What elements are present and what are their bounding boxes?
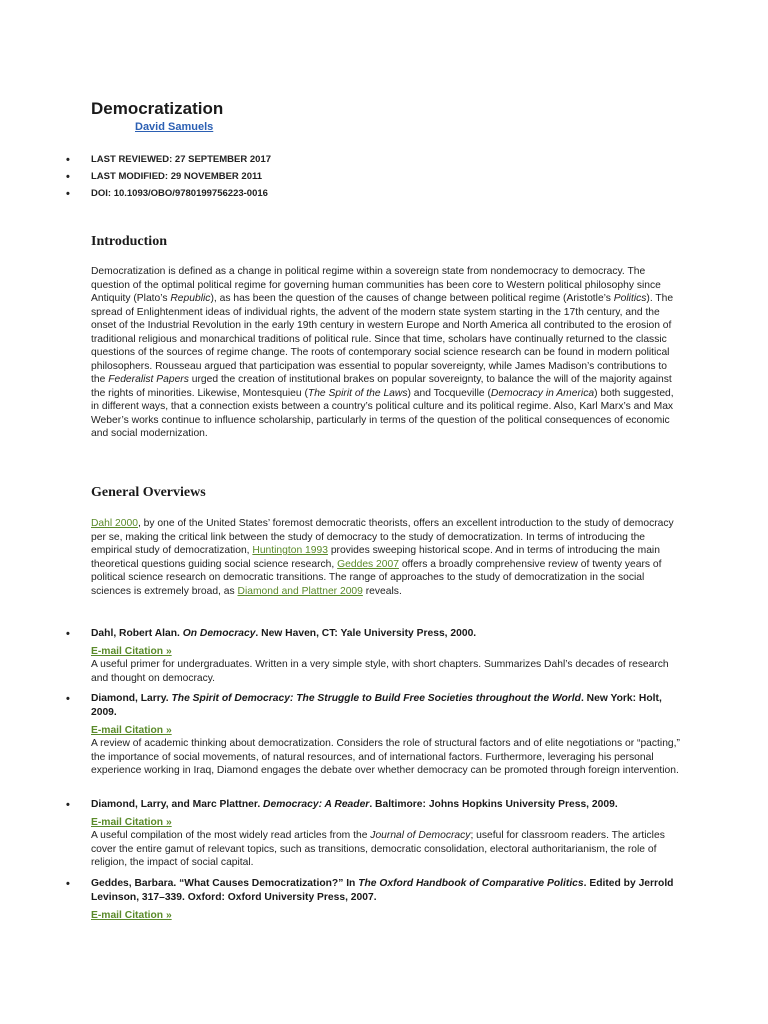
- introduction-paragraph: [91, 265, 679, 441]
- meta-last-modified: • LAST MODIFIED: 29 NOVEMBER 2011: [66, 170, 271, 187]
- bibliography-entry: [66, 692, 686, 778]
- reference-link-huntington-1993[interactable]: Huntington 1993: [252, 545, 328, 556]
- annotation-text: ; useful for classroom readers. The articles cover the entire gamut of relevant topics, such as transitions, democratic consolidation, electoral authoritarianism, the role of religion, the impact of social capital.: [91, 830, 665, 868]
- general-overviews-paragraph: [91, 517, 679, 598]
- bibliography-entry: [66, 798, 686, 870]
- annotation-text: A useful compilation of the most widely read articles from the: [91, 830, 371, 841]
- overview-text: offers a broadly comprehensive review of twenty years of political science research on democratic transitions. The range of approaches to the study of democratization in the social sciences is extremely broad, as: [91, 558, 662, 597]
- email-citation-link[interactable]: E-mail Citation »: [91, 646, 172, 657]
- citation: [66, 877, 686, 905]
- citation-text: . New York: Holt, 2009.: [91, 693, 662, 718]
- section-heading-introduction: Introduction: [91, 234, 167, 249]
- email-citation-link[interactable]: E-mail Citation »: [91, 910, 172, 921]
- reference-link-geddes-2007[interactable]: Geddes 2007: [337, 558, 399, 570]
- author-link[interactable]: David Samuels: [135, 121, 214, 133]
- reference-link-diamond-plattner-2009[interactable]: Diamond and Plattner 2009: [237, 585, 363, 597]
- bibliography-entry: [66, 877, 686, 922]
- intro-text: Democratization is defined as a change in political regime within a sovereign state from nondemocracy to democracy. The question of the optimal political regime for governing human communities has been core to Western political philosophy since Antiquity (Plato’s: [91, 266, 661, 304]
- intro-emphasis: Republic: [170, 293, 211, 304]
- citation: [66, 798, 686, 812]
- annotation-emphasis: Journal of Democracy: [370, 830, 471, 841]
- citation-title: On Democracy: [182, 628, 256, 639]
- article-meta-list: [66, 153, 271, 204]
- citation-text: . New Haven, CT: Yale University Press, 2000.: [255, 628, 477, 639]
- intro-text: ) and Tocqueville (: [407, 387, 491, 399]
- citation: [66, 627, 686, 641]
- email-citation-link[interactable]: E-mail Citation »: [91, 817, 172, 828]
- email-citation-link[interactable]: E-mail Citation »: [91, 725, 172, 736]
- annotation-text: A useful primer for undergraduates. Written in a very simple style, with short chapters. Summarizes Dahl’s decades of research and thought on democracy.: [91, 659, 669, 684]
- annotation: [91, 737, 686, 778]
- citation-title: The Oxford Handbook of Comparative Politics: [358, 878, 584, 889]
- annotation: [91, 829, 686, 870]
- section-heading-general-overviews: General Overviews: [91, 485, 206, 500]
- citation-text: Geddes, Barbara. “What Causes Democratization?” In: [91, 878, 359, 889]
- intro-emphasis: Federalist Papers: [108, 374, 189, 385]
- intro-emphasis: Democracy in America: [490, 387, 595, 399]
- bibliography-entry: [66, 627, 686, 685]
- overview-text: reveals.: [362, 585, 402, 597]
- citation-title: Democracy: A Reader: [263, 799, 370, 810]
- intro-text: ), as has been the question of the causes of change between political regime (Aristotle’s: [210, 293, 614, 304]
- citation-text: Diamond, Larry.: [91, 693, 172, 704]
- meta-last-reviewed: • LAST REVIEWED: 27 SEPTEMBER 2017: [66, 153, 271, 170]
- intro-text: ) both suggested, in different ways, that a connection exists between a country’s political culture and its political regime. Also, Karl Marx’s and Max Weber’s works continue to influence scholarship, particularly in terms of the question of the political consequences of economic and social modernization.: [91, 387, 674, 439]
- citation: [66, 692, 686, 720]
- meta-doi: • DOI: 10.1093/OBO/9780199756223-0016: [66, 187, 271, 204]
- intro-text: urged the creation of institutional brakes on popular sovereignty, to balance the will of the majority against the rights of minorities. Likewise, Montesquieu (: [91, 374, 672, 399]
- overview-text: , by one of the United States’ foremost democratic theorists, offers an excellent introduction to the study of democracy per se, making the critical link between the study of democracy to the study of democratization. In terms of introducing the empirical study of democratization,: [91, 518, 674, 556]
- intro-text: ). The spread of Enlightenment ideas of individual rights, the advent of the modern state system starting in the 17th century, and the onset of the Industrial Revolution in the early 19th century in western Europe and North America all contributed to the erosion of traditional religious and monarchical traditions of political rule. Since that time, scholars have continually returned to the classic questions of the sources of regime change. The roots of contemporary social science research can be found in modern political philosophers. Rousseau argued that participation was essential to popular sovereignty, while James Madison’s contributions to the: [91, 293, 674, 385]
- citation-title: The Spirit of Democracy: The Struggle to Build Free Societies throughout the World: [171, 693, 581, 704]
- citation-text: . Edited by Jerrold Levinson, 317–339. Oxford: Oxford University Press, 2007.: [91, 878, 674, 903]
- citation-text: Diamond, Larry, and Marc Plattner.: [91, 799, 264, 810]
- citation-text: Dahl, Robert Alan.: [91, 628, 183, 639]
- overview-text: provides sweeping historical scope. And in terms of introducing the main theoretical questions guiding social science research,: [91, 545, 660, 570]
- annotation-text: A review of academic thinking about democratization. Considers the role of structural factors and of elite negotiations or “pacting,” the importance of social movements, of natural resources, and of international factors. Furthermore, leveraging his personal experience working in Iraq, Diamond engages the debate over whether democracy can be promoted through foreign intervention.: [91, 738, 680, 776]
- reference-link-dahl-2000[interactable]: Dahl 2000: [91, 518, 138, 529]
- article-title: Democratization: [91, 99, 224, 118]
- citation-text: . Baltimore: Johns Hopkins University Press, 2009.: [369, 799, 618, 810]
- intro-emphasis: The Spirit of the Laws: [307, 387, 408, 399]
- annotation: [91, 658, 686, 685]
- intro-emphasis: Politics: [613, 293, 647, 304]
